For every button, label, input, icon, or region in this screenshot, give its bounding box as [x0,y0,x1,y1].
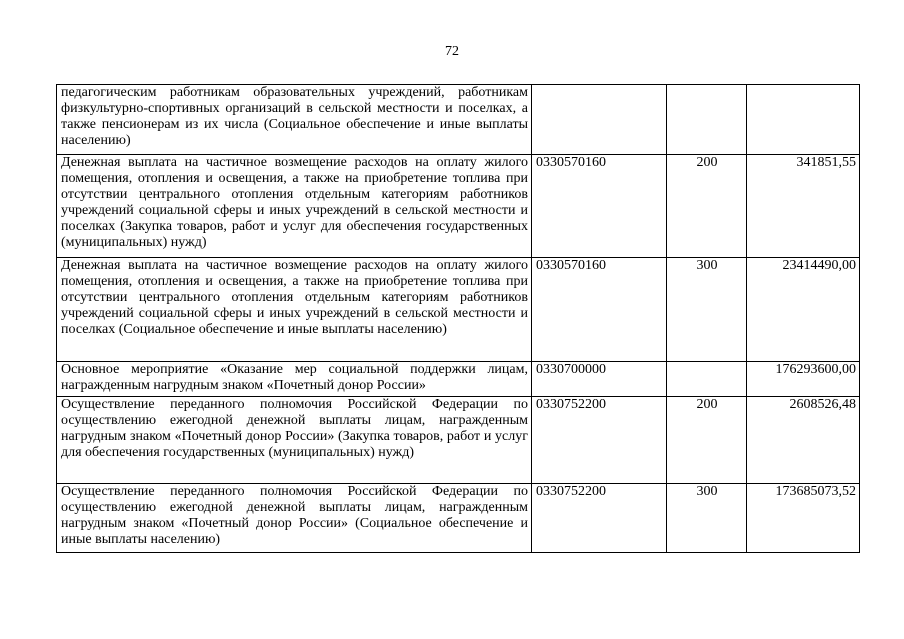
target-code-cell [532,85,667,155]
expense-type-cell: 200 [667,155,747,258]
expense-type-cell [667,362,747,397]
target-code-cell: 0330570160 [532,258,667,362]
table-row [57,362,860,397]
table-row [57,258,860,362]
target-code-cell: 0330752200 [532,484,667,553]
amount-cell: 176293600,00 [747,362,860,397]
expense-name-cell: Осуществление переданного полномочия Российской Федерации по осуществлению ежегодной денежной выплаты лицам, награжденным нагрудным знаком «Почетный донор России» (Социальное обеспечение и иные выплаты населению) [57,484,532,553]
expense-name-cell: Основное мероприятие «Оказание мер социальной поддержки лицам, награжденным нагрудным знаком «Почетный донор России» [57,362,532,397]
budget-table [56,84,860,553]
target-code-cell: 0330700000 [532,362,667,397]
expense-type-cell [667,85,747,155]
expense-name-cell: Осуществление переданного полномочия Российской Федерации по осуществлению ежегодной денежной выплаты лицам, награжденным нагрудным знаком «Почетный донор России» (Закупка товаров, работ и услуг для обеспечения государственных (муниципальных) нужд) [57,397,532,484]
target-code-cell: 0330752200 [532,397,667,484]
expense-type-cell: 300 [667,484,747,553]
amount-cell: 173685073,52 [747,484,860,553]
table-row [57,85,860,155]
expense-name-cell: педагогическим работникам образовательных учреждений, работникам физкультурно-спортивных организаций в сельской местности и поселках, а также пенсионерам из их числа (Социальное обеспечение и иные выплаты населению) [57,85,532,155]
amount-cell: 2608526,48 [747,397,860,484]
amount-cell: 23414490,00 [747,258,860,362]
table-row [57,397,860,484]
table-row [57,155,860,258]
expense-name-cell: Денежная выплата на частичное возмещение расходов на оплату жилого помещения, отопления и освещения, а также на приобретение топлива при отсутствии центрального отопления отдельным категориям работников учреждений социальной сферы и иных учреждений в сельской местности и поселках (Закупка товаров, работ и услуг для обеспечения государственных (муниципальных) нужд) [57,155,532,258]
target-code-cell: 0330570160 [532,155,667,258]
page-number: 72 [445,44,459,59]
amount-cell: 341851,55 [747,155,860,258]
table-row [57,484,860,553]
expense-name-cell: Денежная выплата на частичное возмещение расходов на оплату жилого помещения, отопления и освещения, а также на приобретение топлива при отсутствии центрального отопления отдельным категориям работников учреждений социальной сферы и иных учреждений в сельской местности и поселках (Социальное обеспечение и иные выплаты населению) [57,258,532,362]
amount-cell [747,85,860,155]
expense-type-cell: 300 [667,258,747,362]
expense-type-cell: 200 [667,397,747,484]
